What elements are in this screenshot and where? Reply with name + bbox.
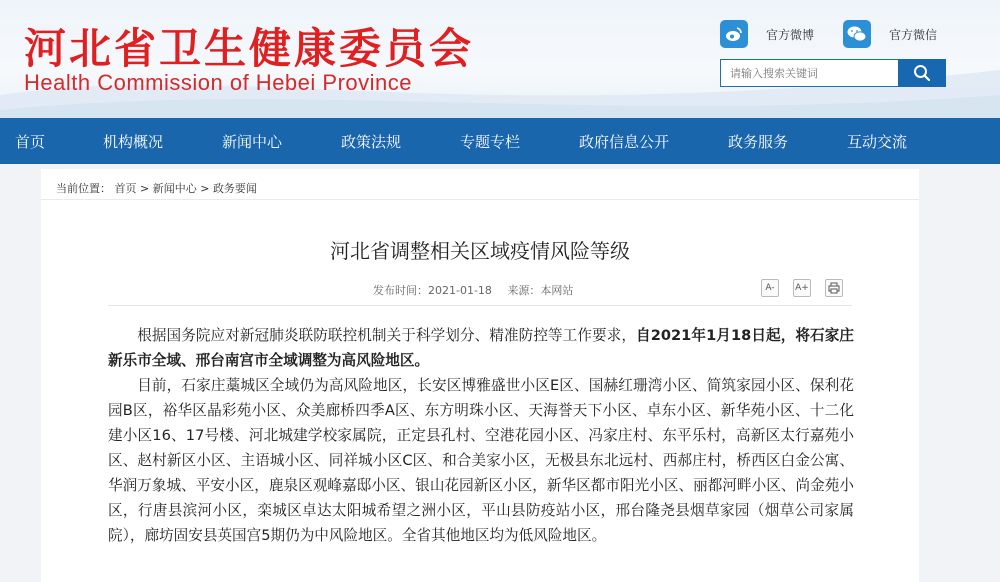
breadcrumb-separator: > — [200, 182, 210, 195]
divider — [41, 199, 919, 200]
article-container — [41, 169, 919, 582]
weibo-label[interactable]: 官方微博 — [766, 27, 815, 42]
search-button[interactable] — [898, 59, 946, 87]
nav-item-about[interactable]: 机构概况 — [103, 133, 164, 151]
wechat-icon[interactable] — [843, 20, 871, 48]
main-nav — [0, 118, 1000, 164]
search-icon — [913, 64, 931, 82]
divider — [108, 305, 852, 306]
nav-item-interaction[interactable]: 互动交流 — [847, 133, 908, 151]
breadcrumb-separator: > — [140, 182, 150, 195]
site-header — [0, 0, 1000, 118]
publish-date: 发布时间：2021-01-18 — [373, 284, 492, 297]
font-larger-button[interactable] — [793, 279, 811, 297]
wechat-label[interactable]: 官方微信 — [889, 27, 938, 42]
article-source: 来源：本网站 — [507, 284, 574, 297]
wechat-link[interactable] — [843, 20, 937, 48]
paragraph-1-text: 根据国务院应对新冠肺炎联防联控机制关于科学划分、精准防控等工作要求， — [137, 327, 637, 344]
article-meta — [373, 282, 585, 298]
article-body — [108, 323, 854, 548]
nav-item-policy[interactable]: 政策法规 — [341, 133, 402, 151]
breadcrumb-prefix: 当前位置： — [56, 182, 111, 195]
article-paragraph-1 — [108, 323, 854, 373]
nav-item-gov-info[interactable]: 政府信息公开 — [579, 133, 670, 151]
breadcrumb-news[interactable]: 新闻中心 — [152, 182, 197, 195]
breadcrumb-current[interactable]: 政务要闻 — [212, 182, 257, 195]
nav-item-news[interactable]: 新闻中心 — [222, 133, 283, 151]
search-bar — [720, 59, 946, 87]
font-larger-label: A+ — [795, 283, 809, 293]
paragraph-1-bold: 自2021年1月18日起，将石家庄新乐市全域、邢台南宫市全域调整为高风险地区。 — [108, 327, 854, 369]
nav-item-topics[interactable]: 专题专栏 — [460, 133, 521, 151]
weibo-icon[interactable] — [720, 20, 748, 48]
nav-item-services[interactable]: 政务服务 — [728, 133, 789, 151]
site-title-cn[interactable]: 河北省卫生健康委员会 — [24, 24, 475, 73]
article-title: 河北省调整相关区域疫情风险等级 — [330, 239, 630, 263]
font-smaller-label: A- — [765, 283, 775, 293]
search-input[interactable] — [720, 59, 898, 87]
breadcrumb — [56, 180, 257, 196]
nav-item-home[interactable]: 首页 — [15, 133, 46, 151]
weibo-link[interactable] — [720, 20, 814, 48]
breadcrumb-home[interactable]: 首页 — [114, 182, 137, 195]
print-icon — [828, 282, 840, 294]
article-paragraph-2: 目前，石家庄藁城区全域仍为高风险地区，长安区博雅盛世小区E区、国赫红珊湾小区、简筑家园小区、保利花园B区，裕华区晶彩苑小区、众美廊桥四季A区、东方明珠小区、天海誉天下小区、卓东小区、新华苑小区、十二化建小区16、17号楼、河北城建学校家属院，正定县孔村、空港花园小区、冯家庄村、东平乐村，高新区太行嘉苑小区、赵村新区小区、主语城小区、同祥城小区C区、和合美家小区，无极县东北远村、西郝庄村，桥西区白金公寓、华润万象城、平安小区，鹿泉区观峰嘉邸小区、银山花园新区小区，新华区都市阳光小区、丽都河畔小区、尚金苑小区，行唐县滨河小区，栾城区卓达太阳城希望之洲小区，平山县防疫站小区，邢台隆尧县烟草家园（烟草公司家属院），廊坊固安县英国宫5期仍为中风险地区。全省其他地区均为低风险地区。 — [108, 377, 854, 544]
font-smaller-button[interactable] — [761, 279, 779, 297]
print-button[interactable] — [825, 279, 843, 297]
site-title-en[interactable]: Health Commission of Hebei Province — [24, 70, 412, 95]
